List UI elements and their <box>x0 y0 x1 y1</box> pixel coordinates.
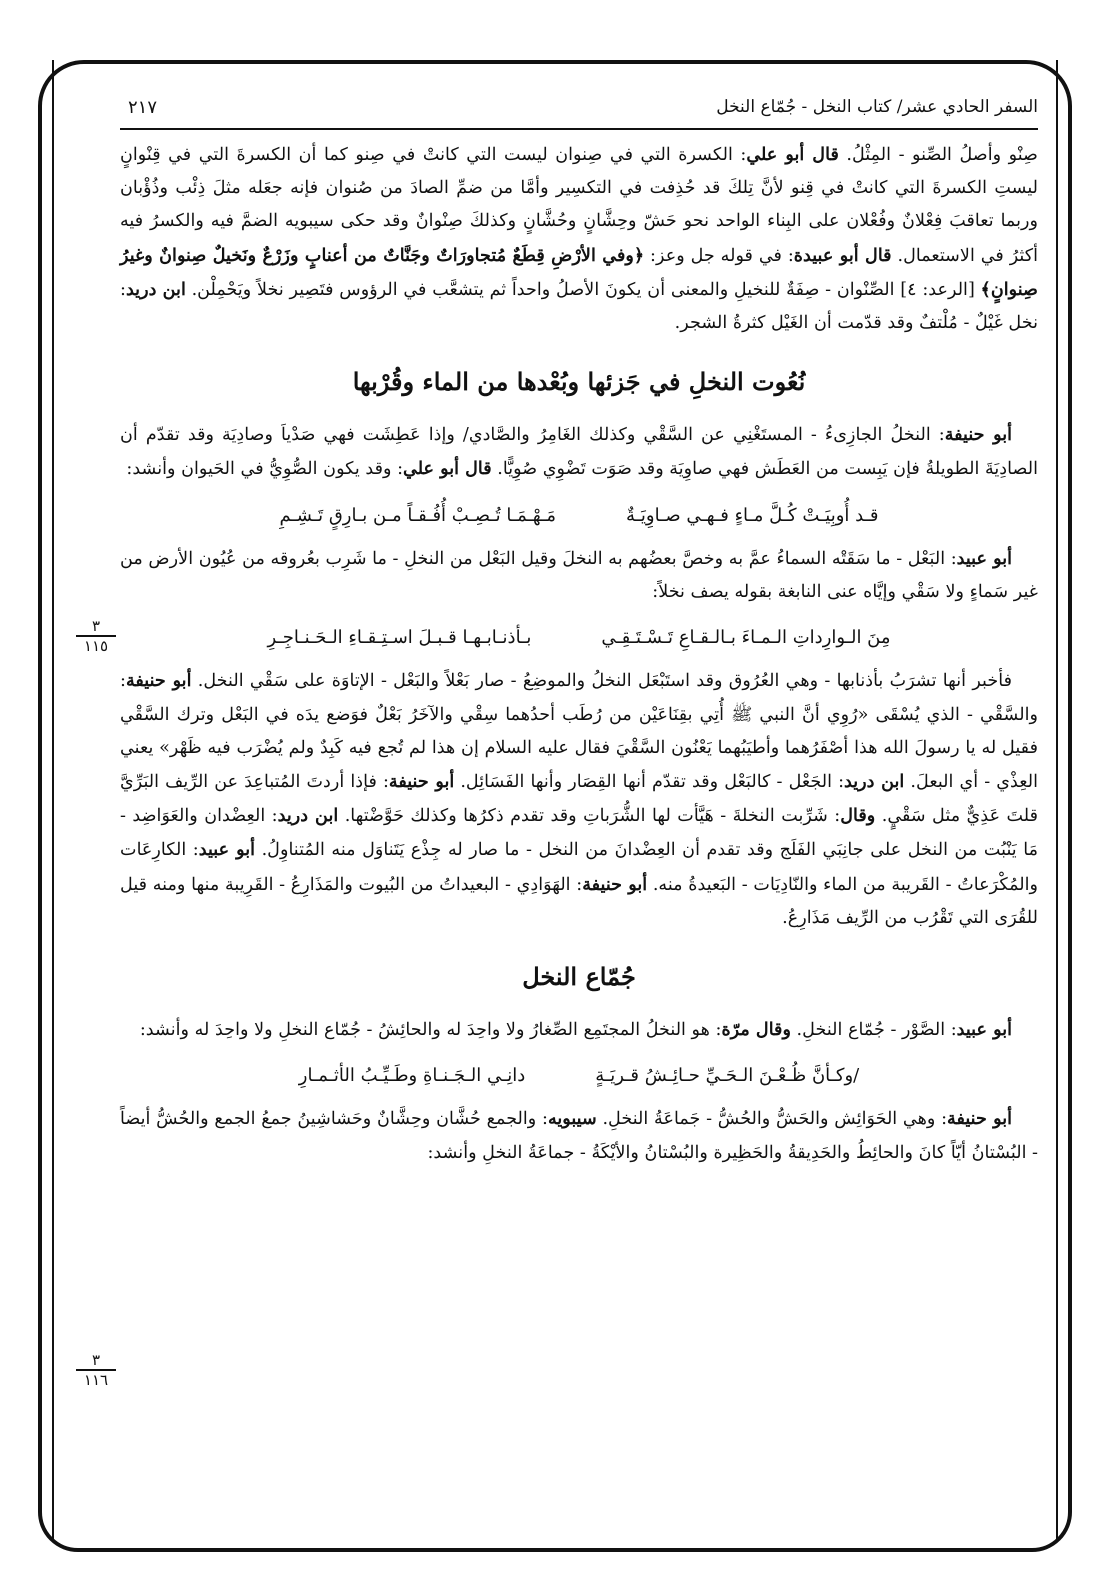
running-header <box>120 86 1038 130</box>
author-label: أبو حنيفة <box>944 424 1013 446</box>
author-label: قال أبو عبيدة <box>793 244 892 266</box>
margin-marker: ٣ ١١٥ <box>76 618 116 654</box>
paragraph: أبو حنيفة: النخلُ الجازِىءُ - المستَغْنِي عن السَّقْي وكذلك الغَامِرُ والصَّادي/ وإذا عَطِشَت فهي صَدْياَ وصادِيَة وقد تقدّم أن الصادِيَةَ الطويلةُ فإن يَبِست من العَطَش فهي صاوِيَة وقد صَوَت تَضْوِي صُوِيًّا. قال أبو علي: وقد يكون الصُّوِيُّ في الحَيوان وأنشد: <box>120 424 1038 480</box>
page-body <box>120 138 1038 1170</box>
section-heading: نُعُوت النخلِ في جَزئها وبُعْدها من الماء وقُرْبها <box>352 367 806 397</box>
paragraph: أبو عبيد: البَعْل - ما سَقَتْه السماءُ عمَّ به وخصَّ بعضُهم به النخلَ وقيل البَعْل من النخلِ - ما شَرِب بعُروقه من عُيُون الأرض من غير سَماءٍ ولا سَقْي وإيَّاه عنى النابغة بقوله يصف نخلاً: <box>120 547 1038 603</box>
author-label: أبو حنيفة <box>125 670 192 692</box>
author-label: ابن دريد <box>277 805 339 827</box>
verse-hemistich-first: مِنَ الـوارِداتِ الـمـاءَ بـالـقـاعِ تَـسْـتَـقِـي <box>601 627 891 649</box>
author-label: وقال <box>840 805 876 827</box>
author-label: أبو عبيد <box>198 839 256 861</box>
author-label: قال أبو علي <box>403 458 492 480</box>
section-heading: جُمّاع النخل <box>522 962 636 992</box>
page-number: ٢١٧ <box>128 96 158 118</box>
verse-hemistich-first: قـد أُوبِيَـتْ كُـلَّ مـاءٍ فـهـي صـاوِيَـةٌ <box>626 504 879 526</box>
verse-hemistich-second: بـأذنـابـهـا قـبـلَ اسـتِـقـاءِ الـحَـنـاجِـرِ <box>267 627 532 649</box>
author-label: وقال مرّة <box>721 1019 791 1041</box>
verse-hemistich-second: مَـهْـمَـا تُـصِـبْ أُفُـقـاً مـن بـارِقٍ تَـشِـمِ <box>279 504 556 526</box>
verse-hemistich-first: /وكـأنَّ ظُـعْـنَ الـحَـيِّ حـائِـشُ قـريَـةٍ <box>595 1065 860 1087</box>
author-label: أبو عبيد <box>956 547 1012 569</box>
verse-hemistich-second: دانِـي الـجَـنـاةِ وطَـيِّـبُ الأثـمـارِ <box>298 1065 526 1087</box>
author-label: أبو حنيفة <box>582 873 648 895</box>
quran-quote: ﴿وفي الأرْضِ قِطَعٌ مُتجاورَاتٌ وجَنَّاتٌ من أعنابٍ وزَرْعٌ ونَخيلٌ صِنوانٌ وغيرُ صِنوانٍ﴾ <box>120 244 1039 300</box>
author-label: أبو حنيفة <box>947 1108 1012 1130</box>
verse <box>120 1059 1038 1092</box>
paragraph: فأخبر أنها تشرَبُ بأذنابها - وهي العُرُوق وقد استَبْعَل النخلُ والموضِعُ - صار بَعْلاً والبَعْل - الإتاوَة على سَقْي النخل. أبو حنيفة: والسَّقْي - الذي يُسْقَى «رُوِي أنَّ النبي ﷺ أُتِي بقِنَاعَيْن من رُطَب أحدُهما سِقْي والآخَرُ بَعْلٌ فوَضع يدَه في البَعْل وترك السَّقْي فقيل له يا رسولَ الله هذا أصْفَرُهما وأطيَبُهما يَعْنُون السَّقْيَ فقال عليه السلام إن هذا لم تُجع فيه كَبِدٌ ولم يُضْرَب فيه ظَهْر» يعني العِذْي - أي البعلَ. ابن دريد: الجَعْل - كالبَعْل وقد تقدّم أنها القِصَار وأنها الفَسَائِل. أبو حنيفة: فإذا أردتَ المُتباعِدَ عن الرِّيف البَرِّيَّ قلتَ عَذِيٌّ مثل سَقْيٍ. وقال: شَرِّبت النخلةَ - هَيَّأت لها الشُّرَباتِ وقد تقدم ذكرُها وكذلك حَوَّضْتها. ابن دريد: العِضْدان والعَوَاضِد - مَا يَنْبُت من النخل على جانِبَي الفَلَج وقد تقدم أن العِضْدانَ من النخل - ما صار له جِذْع يَتَناوَل منه المُتناوِلُ. أبو عبيد: الكارِعَات والمُكْرَعاتُ - القَريبة من الماء والنّادِيَات - البَعيدةُ منه. أبو حنيفة: الهَوَادِي - البعيداتُ من البُيوت والمَذَارِعُ - القَرِيبة منها ومنه قيل للقُرَى التي تَقْرُب من الرِّيف مَذَارِعُ. <box>120 670 1039 928</box>
paragraph: أبو عبيد: الصَّوْر - جُمّاع النخلِ. وقال مرّة: هو النخلُ المجتَمِع الصِّغارُ ولا واحِدَ له والحائِشُ - جُمّاع النخلِ ولا واحِدَ له وأنشد: <box>139 1019 1012 1041</box>
paragraph: صِنْو وأصلُ الصِّنو - المِثْلُ. قال أبو علي: الكسرة التي في صِنوان ليست التي كانتْ في صِنو كما أن الكسرةَ التي في قِنْوانٍ ليستِ الكسرةَ التي كانتْ في قِنو لأنَّ تِلكَ قد حُذِفت في التكسِير وأمَّا من ضمِّ الصادَ من صُنوان فإنه جعَله مثلَ ذِئْب وذُؤْبان وربما تعاقبَ فِعْلانٌ وفُعْلان على البِناء الواحد نحو حَشّ وحِشَّانٍ وحُشَّانٍ وكذلكَ صِنْوانٌ وقد حكى سيبويه الضمَّ فيه والكسرُ فيه أكثرُ في الاستعمال. قال أبو عبيدة: في قوله جل وعز: ﴿وفي الأرْضِ قِطَعٌ مُتجاورَاتٌ وجَنَّاتٌ من أعنابٍ وزَرْعٌ ونَخيلٌ صِنوانٌ وغيرُ صِنوانٍ﴾ [الرعد: ٤] الصِّنْوان - صِفَةٌ للنخيلِ والمعنى أن يكونَ الأصلُ واحداً ثم يتشعَّب في الرؤوس فتَصِير نخلاً ويَحْمِلْن. ابن دريد: نخل غَيْلٌ - مُلْتفٌ وقد قدّمت أن الغَيْل كثرةُ الشجر. <box>120 144 1039 334</box>
verse <box>120 499 1038 532</box>
paragraph: أبو حنيفة: وهي الحَوَائِش والحَشُّ والحُشُّ - جَماعَةُ النخلِ. سيبويه: والجمع حُشَّان وحِشَّانٌ وحَشاشِينُ جمعُ الجمع والحُشُّ أيضاً - البُسْتانُ أيّاً كانَ والحائِطُ والحَدِيقةُ والحَظِيرة والبُسْتانُ والأيْكَةُ - جماعَةُ النخلِ وأنشد: <box>120 1108 1038 1163</box>
author-label: ابن دريد <box>125 278 186 300</box>
verse <box>120 621 1038 654</box>
margin-marker: ٣ ١١٦ <box>76 1352 116 1388</box>
author-label: سيبويه <box>547 1108 597 1130</box>
author-label: أبو عبيد <box>956 1019 1012 1041</box>
author-label: ابن دريد <box>844 771 905 793</box>
running-title: السفر الحادي عشر/ كتاب النخل - جُمّاع النخل <box>716 97 1038 117</box>
author-label: أبو حنيفة <box>388 771 455 793</box>
author-label: قال أبو علي <box>746 144 839 165</box>
